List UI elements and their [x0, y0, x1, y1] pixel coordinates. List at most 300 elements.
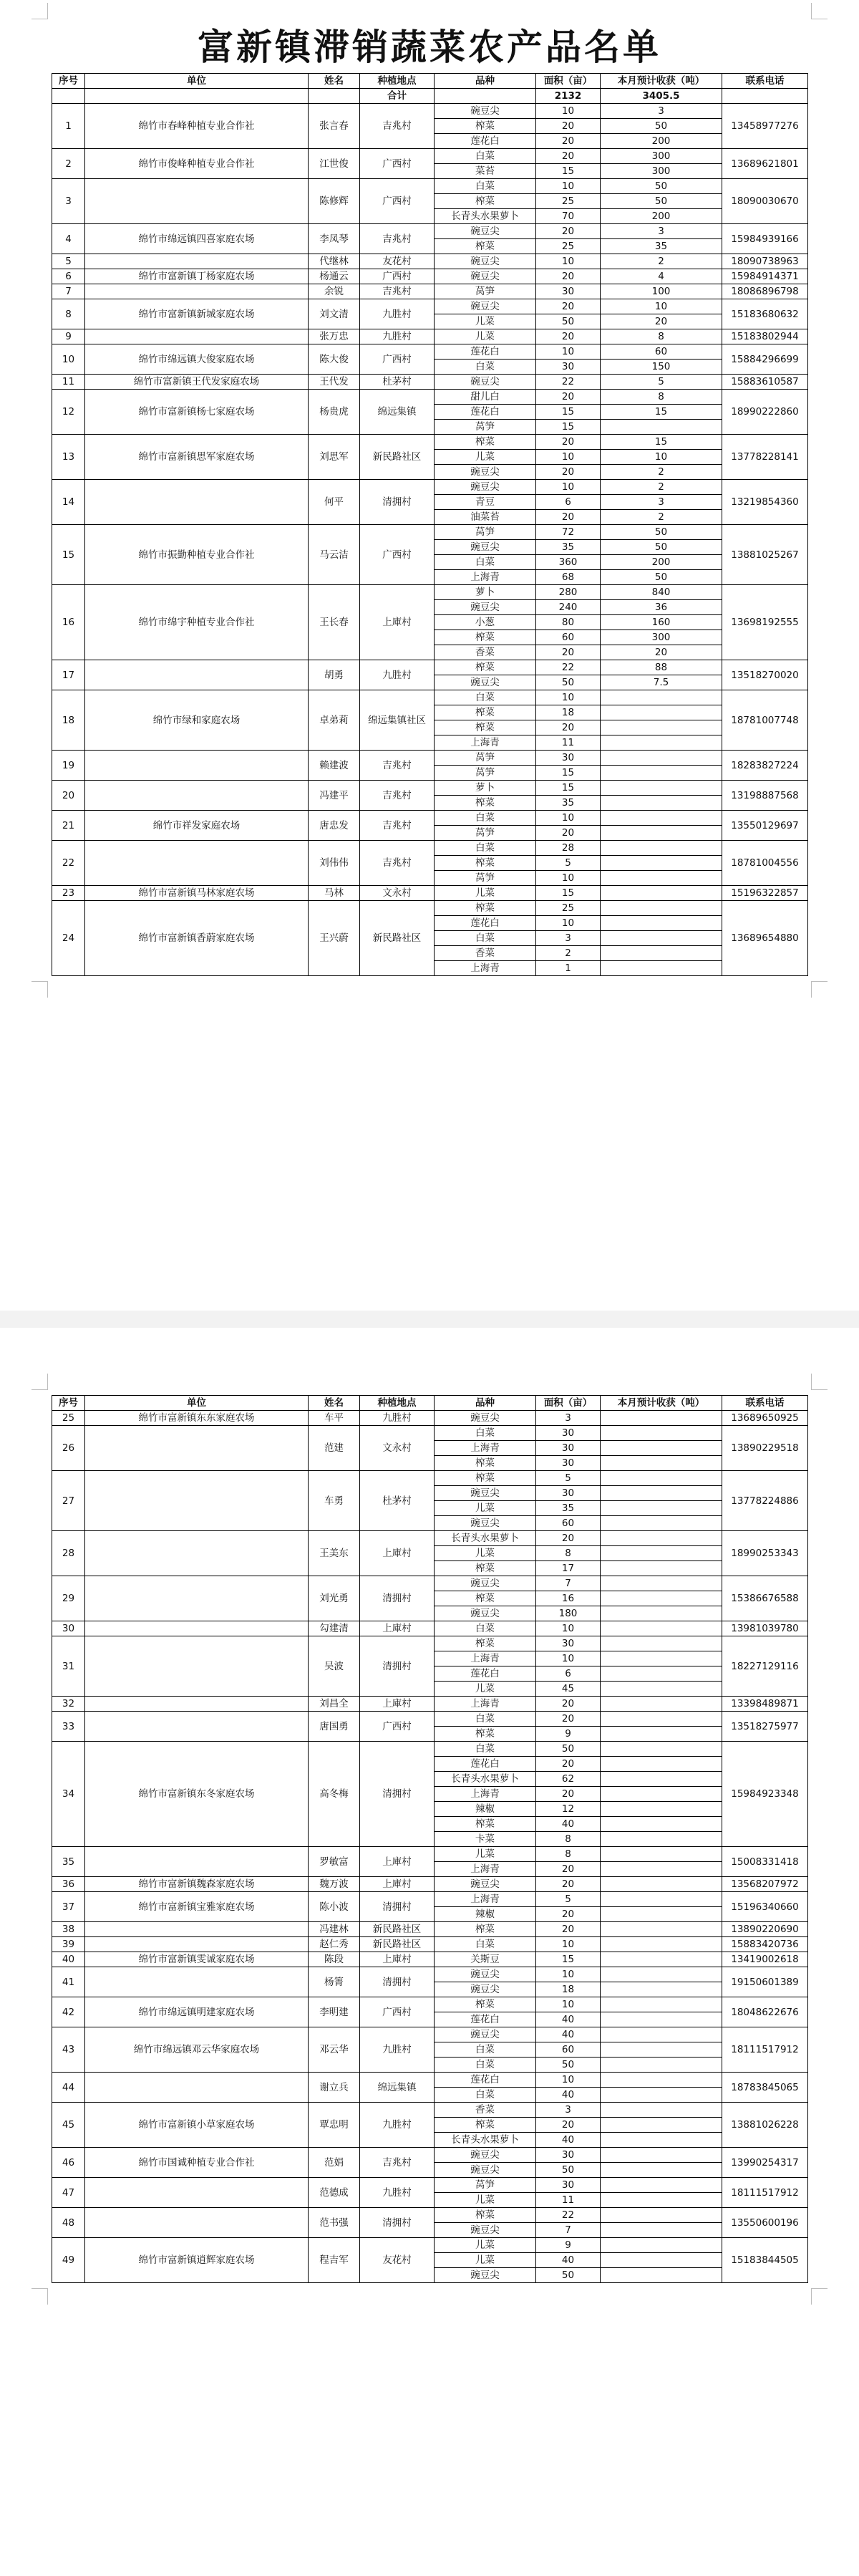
farmer-name: 范德成 — [309, 2178, 360, 2208]
expected-harvest: 88 — [601, 660, 722, 675]
variety: 菜苔 — [435, 164, 536, 179]
variety: 青豆 — [435, 495, 536, 510]
table-row — [52, 1531, 808, 1546]
area: 30 — [536, 2148, 601, 2163]
farmer-name: 陈小波 — [309, 1892, 360, 1922]
unit-name: 绵竹市富新镇逍辉家庭农场 — [85, 2238, 309, 2283]
table-row — [52, 179, 808, 194]
row-number: 49 — [52, 2238, 85, 2283]
area: 50 — [536, 314, 601, 329]
farmer-table — [52, 73, 808, 976]
expected-harvest — [601, 2163, 722, 2178]
row-number: 31 — [52, 1636, 85, 1697]
phone-number: 13689654880 — [722, 901, 808, 976]
area: 35 — [536, 1501, 601, 1516]
expected-harvest — [601, 1697, 722, 1712]
expected-harvest — [601, 811, 722, 826]
variety: 白菜 — [435, 360, 536, 375]
phone-number: 15984923348 — [722, 1742, 808, 1847]
phone-number: 13398489871 — [722, 1697, 808, 1712]
area: 11 — [536, 2193, 601, 2208]
expected-harvest: 50 — [601, 119, 722, 134]
area: 72 — [536, 525, 601, 540]
planting-location: 吉兆村 — [360, 2148, 435, 2178]
area: 18 — [536, 705, 601, 720]
area: 20 — [536, 510, 601, 525]
unit-name — [85, 660, 309, 690]
col-header-variety: 品种 — [435, 1396, 536, 1411]
variety: 榨菜 — [435, 796, 536, 811]
variety: 榨菜 — [435, 1471, 536, 1486]
area: 40 — [536, 2253, 601, 2268]
document-title: 富新镇滞销蔬菜农产品名单 — [198, 26, 661, 68]
unit-name — [85, 179, 309, 224]
area: 40 — [536, 2088, 601, 2103]
expected-harvest: 50 — [601, 525, 722, 540]
variety: 豌豆尖 — [435, 480, 536, 495]
area: 6 — [536, 1666, 601, 1682]
header-row — [52, 74, 808, 89]
variety: 榨菜 — [435, 901, 536, 916]
area: 10 — [536, 254, 601, 269]
phone-number: 13778224886 — [722, 1471, 808, 1531]
row-number: 29 — [52, 1576, 85, 1621]
table-row — [52, 690, 808, 705]
expected-harvest: 200 — [601, 555, 722, 570]
unit-name: 绵竹市富新镇王代发家庭农场 — [85, 375, 309, 390]
table-row — [52, 1742, 808, 1757]
area: 60 — [536, 1516, 601, 1531]
variety: 榨菜 — [435, 1456, 536, 1471]
area: 20 — [536, 149, 601, 164]
unit-name: 绵竹市富新镇香蔚家庭农场 — [85, 901, 309, 976]
variety: 白菜 — [435, 1937, 536, 1952]
table-row — [52, 2238, 808, 2253]
area: 20 — [536, 465, 601, 480]
variety: 香菜 — [435, 645, 536, 660]
variety: 上海青 — [435, 1787, 536, 1802]
area: 10 — [536, 344, 601, 360]
unit-name — [85, 1922, 309, 1937]
phone-number: 15196340660 — [722, 1892, 808, 1922]
phone-number: 13219854360 — [722, 480, 808, 525]
unit-name — [85, 1426, 309, 1471]
unit-name — [85, 2073, 309, 2103]
variety: 莴笋 — [435, 871, 536, 886]
expected-harvest — [601, 1712, 722, 1727]
variety: 儿菜 — [435, 2238, 536, 2253]
unit-name: 绵竹市富新镇马林家庭农场 — [85, 886, 309, 901]
farmer-name: 刘思军 — [309, 435, 360, 480]
expected-harvest — [601, 720, 722, 735]
variety: 白菜 — [435, 1742, 536, 1757]
planting-location: 广西村 — [360, 1997, 435, 2027]
expected-harvest — [601, 1847, 722, 1862]
unit-name: 绵竹市振勤种植专业合作社 — [85, 525, 309, 585]
phone-number: 19150601389 — [722, 1967, 808, 1997]
unit-name — [85, 1471, 309, 1531]
variety: 豌豆尖 — [435, 2223, 536, 2238]
table-row — [52, 1697, 808, 1712]
farmer-name: 刘伟伟 — [309, 841, 360, 886]
expected-harvest: 8 — [601, 329, 722, 344]
col-header-variety: 品种 — [435, 74, 536, 89]
expected-harvest — [601, 1832, 722, 1847]
variety: 榨菜 — [435, 435, 536, 450]
planting-location: 九胜村 — [360, 660, 435, 690]
farmer-name: 李凤琴 — [309, 224, 360, 254]
area: 30 — [536, 1456, 601, 1471]
farmer-name: 范建 — [309, 1426, 360, 1471]
variety: 儿菜 — [435, 1682, 536, 1697]
col-header-harvest: 本月预计收获（吨） — [601, 74, 722, 89]
expected-harvest — [601, 2253, 722, 2268]
table-row — [52, 104, 808, 119]
crop-mark — [31, 981, 48, 998]
area: 10 — [536, 480, 601, 495]
row-number: 40 — [52, 1952, 85, 1967]
area: 25 — [536, 239, 601, 254]
area: 28 — [536, 841, 601, 856]
row-number: 2 — [52, 149, 85, 179]
table-row — [52, 781, 808, 796]
expected-harvest — [601, 1892, 722, 1907]
expected-harvest — [601, 1952, 722, 1967]
area: 15 — [536, 1952, 601, 1967]
table-row — [52, 841, 808, 856]
variety: 儿菜 — [435, 329, 536, 344]
table-row — [52, 1922, 808, 1937]
area: 7 — [536, 1576, 601, 1591]
row-number: 28 — [52, 1531, 85, 1576]
planting-location: 绵远集镇 — [360, 2073, 435, 2103]
table-row — [52, 269, 808, 284]
variety: 儿菜 — [435, 2253, 536, 2268]
area: 20 — [536, 1531, 601, 1546]
farmer-name: 江世俊 — [309, 149, 360, 179]
area: 40 — [536, 2133, 601, 2148]
expected-harvest — [601, 1606, 722, 1621]
unit-name — [85, 2178, 309, 2208]
unit-name: 绵竹市绵远镇邓云华家庭农场 — [85, 2027, 309, 2073]
area: 180 — [536, 1606, 601, 1621]
variety: 豌豆尖 — [435, 1411, 536, 1426]
row-number: 15 — [52, 525, 85, 585]
unit-name — [85, 1967, 309, 1997]
planting-location: 上庫村 — [360, 1531, 435, 1576]
expected-harvest — [601, 796, 722, 811]
planting-location: 清拥村 — [360, 1892, 435, 1922]
farmer-name: 余锐 — [309, 284, 360, 299]
area: 8 — [536, 1832, 601, 1847]
phone-number: 18990253343 — [722, 1531, 808, 1576]
farmer-name: 勾建清 — [309, 1621, 360, 1636]
planting-location: 吉兆村 — [360, 284, 435, 299]
area: 30 — [536, 751, 601, 766]
expected-harvest — [601, 1727, 722, 1742]
area: 10 — [536, 871, 601, 886]
planting-location: 上庫村 — [360, 1952, 435, 1967]
unit-name — [85, 1697, 309, 1712]
farmer-name: 胡勇 — [309, 660, 360, 690]
expected-harvest — [601, 1441, 722, 1456]
unit-name: 绵竹市春峰种植专业合作社 — [85, 104, 309, 149]
variety: 香菜 — [435, 2103, 536, 2118]
planting-location: 上庫村 — [360, 1621, 435, 1636]
variety: 莴笋 — [435, 826, 536, 841]
expected-harvest: 2 — [601, 480, 722, 495]
unit-name: 绵竹市富新镇小草家庭农场 — [85, 2103, 309, 2148]
variety: 榨菜 — [435, 1922, 536, 1937]
variety: 白菜 — [435, 690, 536, 705]
area: 9 — [536, 1727, 601, 1742]
expected-harvest — [601, 1862, 722, 1877]
expected-harvest — [601, 1591, 722, 1606]
variety: 长青头水果萝卜 — [435, 209, 536, 224]
farmer-name: 张言春 — [309, 104, 360, 149]
phone-number: 15883610587 — [722, 375, 808, 390]
unit-name — [85, 781, 309, 811]
table-body — [52, 104, 808, 976]
table-row — [52, 886, 808, 901]
variety: 榨菜 — [435, 1636, 536, 1651]
expected-harvest — [601, 1877, 722, 1892]
expected-harvest: 35 — [601, 239, 722, 254]
variety: 莴笋 — [435, 284, 536, 299]
expected-harvest: 3 — [601, 224, 722, 239]
table-row — [52, 585, 808, 600]
variety: 莲花白 — [435, 916, 536, 931]
row-number: 21 — [52, 811, 85, 841]
variety: 榨菜 — [435, 1997, 536, 2012]
farmer-name: 程吉军 — [309, 2238, 360, 2283]
variety: 豌豆尖 — [435, 1486, 536, 1501]
table-row — [52, 1712, 808, 1727]
farmer-name: 赵仁秀 — [309, 1937, 360, 1952]
unit-name: 绵竹市富新镇宝雅家庭农场 — [85, 1892, 309, 1922]
variety: 豌豆尖 — [435, 2268, 536, 2283]
expected-harvest — [601, 735, 722, 751]
variety: 碗豆尖 — [435, 104, 536, 119]
planting-location: 新民路社区 — [360, 1937, 435, 1952]
variety: 莲花白 — [435, 134, 536, 149]
expected-harvest — [601, 2103, 722, 2118]
phone-number: 18781007748 — [722, 690, 808, 751]
phone-number: 15984939166 — [722, 224, 808, 254]
variety: 莴笋 — [435, 751, 536, 766]
area: 20 — [536, 269, 601, 284]
table-row — [52, 224, 808, 239]
variety: 白菜 — [435, 2058, 536, 2073]
area: 240 — [536, 600, 601, 615]
planting-location: 九胜村 — [360, 329, 435, 344]
variety: 豌豆尖 — [435, 675, 536, 690]
expected-harvest — [601, 2133, 722, 2148]
row-number: 44 — [52, 2073, 85, 2103]
planting-location: 九胜村 — [360, 2027, 435, 2073]
expected-harvest — [601, 1636, 722, 1651]
expected-harvest — [601, 1666, 722, 1682]
variety: 榨菜 — [435, 660, 536, 675]
area: 30 — [536, 1636, 601, 1651]
row-number: 32 — [52, 1697, 85, 1712]
phone-number: 15984914371 — [722, 269, 808, 284]
expected-harvest — [601, 1426, 722, 1441]
expected-harvest — [601, 2012, 722, 2027]
expected-harvest — [601, 2027, 722, 2042]
variety: 甜儿白 — [435, 390, 536, 405]
expected-harvest: 300 — [601, 630, 722, 645]
unit-name: 绵竹市绵远镇大俊家庭农场 — [85, 344, 309, 375]
row-number: 25 — [52, 1411, 85, 1426]
variety: 白菜 — [435, 2088, 536, 2103]
area: 30 — [536, 360, 601, 375]
phone-number: 13689621801 — [722, 149, 808, 179]
planting-location: 上庫村 — [360, 1877, 435, 1892]
planting-location: 吉兆村 — [360, 104, 435, 149]
area: 50 — [536, 1742, 601, 1757]
variety: 豌豆尖 — [435, 1516, 536, 1531]
area: 12 — [536, 1802, 601, 1817]
row-number: 48 — [52, 2208, 85, 2238]
phone-number: 15008331418 — [722, 1847, 808, 1877]
phone-number: 13778228141 — [722, 435, 808, 480]
planting-location: 吉兆村 — [360, 781, 435, 811]
unit-name — [85, 1636, 309, 1697]
planting-location: 吉兆村 — [360, 811, 435, 841]
expected-harvest — [601, 1621, 722, 1636]
variety: 白菜 — [435, 1712, 536, 1727]
planting-location: 杜茅村 — [360, 1471, 435, 1531]
table-row — [52, 390, 808, 405]
variety: 豌豆尖 — [435, 540, 536, 555]
area: 80 — [536, 615, 601, 630]
crop-mark — [811, 1374, 828, 1390]
table-row — [52, 1426, 808, 1441]
variety: 豌豆尖 — [435, 1576, 536, 1591]
expected-harvest: 15 — [601, 405, 722, 420]
col-header-location: 种植地点 — [360, 74, 435, 89]
phone-number: 13419002618 — [722, 1952, 808, 1967]
expected-harvest: 50 — [601, 194, 722, 209]
table-row — [52, 254, 808, 269]
unit-name — [85, 2208, 309, 2238]
variety: 碗豆尖 — [435, 254, 536, 269]
row-number: 36 — [52, 1877, 85, 1892]
unit-name — [85, 751, 309, 781]
variety: 上海青 — [435, 1697, 536, 1712]
expected-harvest — [601, 2238, 722, 2253]
area: 18 — [536, 1982, 601, 1997]
expected-harvest — [601, 1742, 722, 1757]
planting-location: 九胜村 — [360, 299, 435, 329]
area: 30 — [536, 2178, 601, 2193]
area: 280 — [536, 585, 601, 600]
unit-name: 绵竹市祥发家庭农场 — [85, 811, 309, 841]
variety: 萝卜 — [435, 585, 536, 600]
variety: 榨菜 — [435, 705, 536, 720]
area: 30 — [536, 284, 601, 299]
row-number: 4 — [52, 224, 85, 254]
expected-harvest: 3 — [601, 104, 722, 119]
area: 25 — [536, 194, 601, 209]
expected-harvest: 4 — [601, 269, 722, 284]
row-number: 10 — [52, 344, 85, 375]
variety: 上海青 — [435, 1441, 536, 1456]
row-number: 43 — [52, 2027, 85, 2073]
area: 20 — [536, 826, 601, 841]
phone-number: 15183680632 — [722, 299, 808, 329]
phone-number: 18781004556 — [722, 841, 808, 886]
area: 10 — [536, 690, 601, 705]
expected-harvest — [601, 946, 722, 961]
area: 22 — [536, 375, 601, 390]
farmer-name: 刘文清 — [309, 299, 360, 329]
unit-name — [85, 1937, 309, 1952]
expected-harvest — [601, 1651, 722, 1666]
farmer-name: 谢立兵 — [309, 2073, 360, 2103]
farmer-name: 王代发 — [309, 375, 360, 390]
phone-number: 15883420736 — [722, 1937, 808, 1952]
expected-harvest — [601, 1772, 722, 1787]
variety: 白菜 — [435, 2042, 536, 2058]
area: 10 — [536, 916, 601, 931]
col-header-unit: 单位 — [85, 1396, 309, 1411]
area: 3 — [536, 931, 601, 946]
row-number: 45 — [52, 2103, 85, 2148]
header-row — [52, 1396, 808, 1411]
variety: 榨菜 — [435, 856, 536, 871]
unit-name: 绵竹市富新镇思军家庭农场 — [85, 435, 309, 480]
area: 8 — [536, 1546, 601, 1561]
expected-harvest — [601, 781, 722, 796]
farmer-name: 范娟 — [309, 2148, 360, 2178]
variety: 榨菜 — [435, 2118, 536, 2133]
col-header-area: 面积（亩） — [536, 74, 601, 89]
variety: 榨菜 — [435, 2208, 536, 2223]
phone-number: 15884296699 — [722, 344, 808, 375]
table-row — [52, 811, 808, 826]
variety: 莲花白 — [435, 2073, 536, 2088]
area: 50 — [536, 2163, 601, 2178]
col-header-phone: 联系电话 — [722, 74, 808, 89]
phone-number: 13198887568 — [722, 781, 808, 811]
expected-harvest — [601, 1516, 722, 1531]
planting-location: 清拥村 — [360, 480, 435, 525]
area: 20 — [536, 645, 601, 660]
table-row — [52, 344, 808, 360]
expected-harvest: 150 — [601, 360, 722, 375]
unit-name: 绵竹市富新镇魏森家庭农场 — [85, 1877, 309, 1892]
expected-harvest — [601, 1471, 722, 1486]
variety: 豌豆尖 — [435, 600, 536, 615]
planting-location: 广西村 — [360, 1712, 435, 1742]
variety: 白菜 — [435, 1621, 536, 1636]
row-number: 20 — [52, 781, 85, 811]
expected-harvest — [601, 1546, 722, 1561]
variety: 榨菜 — [435, 1727, 536, 1742]
table-row — [52, 2208, 808, 2223]
area: 20 — [536, 119, 601, 134]
planting-location: 上庫村 — [360, 1697, 435, 1712]
area: 15 — [536, 781, 601, 796]
area: 1 — [536, 961, 601, 976]
phone-number: 13689650925 — [722, 1411, 808, 1426]
area: 10 — [536, 104, 601, 119]
farmer-name: 代继林 — [309, 254, 360, 269]
farmer-name: 杨箐 — [309, 1967, 360, 1997]
farmer-name: 张万忠 — [309, 329, 360, 344]
